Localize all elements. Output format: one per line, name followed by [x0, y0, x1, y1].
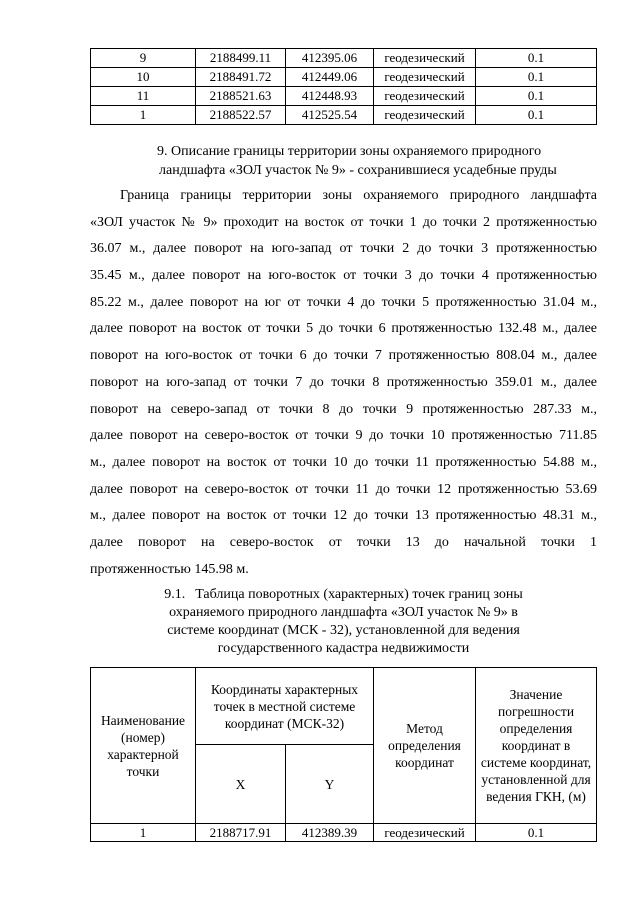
- table-cell: 2188491.72: [196, 68, 286, 87]
- table-cell: геодезический: [374, 824, 476, 842]
- header-y: Y: [286, 745, 374, 824]
- table-cell: геодезический: [374, 49, 476, 68]
- table-header-row: [91, 668, 597, 745]
- table-cell: 0.1: [476, 49, 597, 68]
- section-number: 9.1.: [164, 587, 186, 602]
- table-row: [91, 68, 597, 87]
- table-cell: 412449.06: [286, 68, 374, 87]
- table-cell: 0.1: [476, 106, 597, 125]
- table-cell: 412448.93: [286, 87, 374, 106]
- table-row: [91, 87, 597, 106]
- table-cell: 412389.39: [286, 824, 374, 842]
- table-cell: 10: [91, 68, 196, 87]
- table-cell: 2188521.63: [196, 87, 286, 106]
- paragraph-line: протяженностью 145.98 м.: [90, 561, 249, 577]
- heading-line: государственного кадастра недвижимости: [217, 641, 470, 656]
- table-cell: 2188717.91: [196, 824, 286, 842]
- paragraph-line: далее поворот на северо-восток от точки 9 до точки 10 протяженностью 711.85: [90, 428, 597, 444]
- paragraph-line: 36.07 м., далее поворот на юго-запад от точки 2 до точки 3 протяженностью: [90, 241, 597, 257]
- heading-line: Таблица поворотных (характерных) точек границ зоны: [195, 587, 523, 602]
- paragraph-line: «ЗОЛ участок № 9» проходит на восток от точки 1 до точки 2 протяженностью: [90, 214, 597, 230]
- table-cell: 1: [91, 824, 196, 842]
- table-row: [91, 49, 597, 68]
- table-cell: 9: [91, 49, 196, 68]
- section-9-1-heading: [90, 586, 597, 658]
- boundary-description-paragraph: [90, 183, 597, 583]
- table-row: [91, 824, 597, 842]
- heading-line: 9. Описание границы территории зоны охраняемого природного: [157, 144, 542, 159]
- paragraph-line: 35.45 м., далее поворот на юго-восток от точки 3 до точки 4 протяженностью: [90, 268, 597, 284]
- coordinates-table-top: [90, 48, 597, 125]
- paragraph-line: далее поворот на восток от точки 5 до точки 6 протяженностью 132.48 м., далее: [90, 321, 597, 337]
- table-cell: 11: [91, 87, 196, 106]
- paragraph-line: поворот на юго-запад от точки 7 до точки 8 протяженностью 359.01 м., далее: [90, 374, 597, 390]
- paragraph-line: м., далее поворот на восток от точки 10 до точки 11 протяженностью 54.88 м.,: [90, 454, 597, 470]
- paragraph-line: 85.22 м., далее поворот на юг от точки 4 до точки 5 протяженностью 31.04 м.,: [90, 294, 597, 310]
- heading-line: охраняемого природного ландшафта «ЗОЛ участок № 9» в: [169, 605, 518, 620]
- table-cell: 2188522.57: [196, 106, 286, 125]
- table-row: [91, 106, 597, 125]
- paragraph-line: далее поворот на северо-восток от точки 11 до точки 12 протяженностью 53.69: [90, 481, 597, 497]
- table-body: [91, 49, 597, 125]
- table-cell: 412525.54: [286, 106, 374, 125]
- table-cell: геодезический: [374, 106, 476, 125]
- table-cell: геодезический: [374, 87, 476, 106]
- header-coordinates: Координаты характерных точек в местной системе координат (МСК-32): [196, 668, 374, 745]
- section-9-heading: [157, 142, 597, 180]
- table-cell: 0.1: [476, 68, 597, 87]
- paragraph-line: Граница границы территории зоны охраняемого природного ландшафта: [120, 188, 597, 203]
- header-method: Метод определения координат: [374, 668, 476, 824]
- table-cell: 0.1: [476, 87, 597, 106]
- header-x: X: [196, 745, 286, 824]
- header-point-name: Наименование (номер) характерной точки: [91, 668, 196, 824]
- paragraph-line: далее поворот на северо-восток от точки 13 до начальной точки 1: [90, 534, 597, 550]
- paragraph-line: м., далее поворот на восток от точки 12 до точки 13 протяженностью 48.31 м.,: [90, 508, 597, 524]
- table-cell: геодезический: [374, 68, 476, 87]
- header-error-value: Значение погрешности определения координат в системе координат, установленной для ведения ГКН, (м): [476, 668, 597, 824]
- coordinates-table-bottom: [90, 667, 597, 842]
- table-cell: 1: [91, 106, 196, 125]
- paragraph-line: поворот на юго-восток от точки 6 до точки 7 протяженностью 808.04 м., далее: [90, 348, 597, 364]
- heading-line: ландшафта «ЗОЛ участок № 9» - сохранившиеся усадебные пруды: [159, 163, 557, 178]
- table-cell: 2188499.11: [196, 49, 286, 68]
- paragraph-line: поворот на северо-запад от точки 8 до точки 9 протяженностью 287.33 м.,: [90, 401, 597, 417]
- table-cell: 0.1: [476, 824, 597, 842]
- heading-line: системе координат (МСК - 32), установленной для ведения: [167, 623, 520, 638]
- table-cell: 412395.06: [286, 49, 374, 68]
